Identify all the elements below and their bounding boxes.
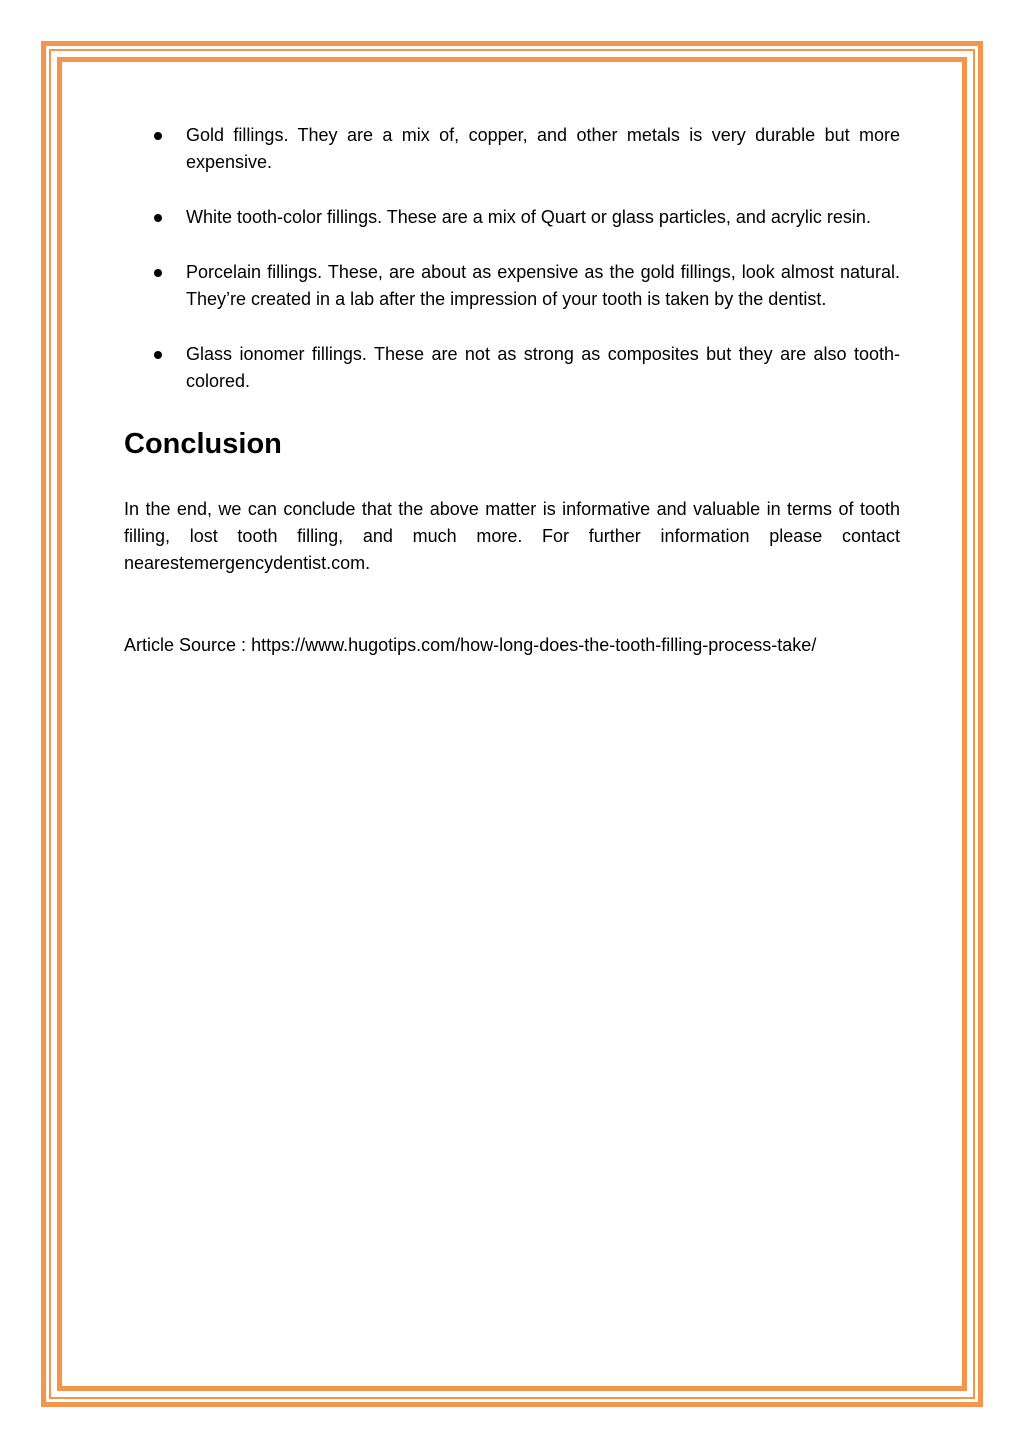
conclusion-heading: Conclusion — [124, 428, 282, 460]
list-item-text: Porcelain fillings. These, are about as expensive as the gold fillings, look almost natural. They’re created in a lab after the impression of your tooth is taken by the dentist. — [186, 262, 900, 309]
article-source-link[interactable]: https://www.hugotips.com/how-long-does-the-tooth-filling-process-take/ — [251, 635, 817, 655]
list-item-porcelain-fillings — [124, 259, 900, 313]
list-item-text: Glass ionomer fillings. These are not as strong as composites but they are also tooth-colored. — [186, 344, 900, 391]
bullet-icon — [154, 132, 162, 140]
document-content — [124, 122, 900, 659]
bullet-icon — [154, 269, 162, 277]
bullet-icon — [154, 214, 162, 222]
list-item-gold-fillings — [124, 122, 900, 176]
article-source — [124, 632, 900, 659]
fillings-list — [124, 122, 900, 395]
article-source-label: Article Source : — [124, 635, 247, 655]
list-item-text: White tooth-color fillings. These are a mix of Quart or glass particles, and acrylic resin. — [186, 207, 871, 227]
list-item-text: Gold fillings. They are a mix of, copper, and other metals is very durable but more expensive. — [186, 125, 900, 172]
list-item-glass-ionomer-fillings — [124, 341, 900, 395]
list-item-white-fillings — [124, 204, 900, 231]
conclusion-paragraph: In the end, we can conclude that the above matter is informative and valuable in terms of tooth filling, lost tooth filling, and much more. For further information please contact nearestemergencydentist.com. — [124, 499, 900, 573]
bullet-icon — [154, 351, 162, 359]
